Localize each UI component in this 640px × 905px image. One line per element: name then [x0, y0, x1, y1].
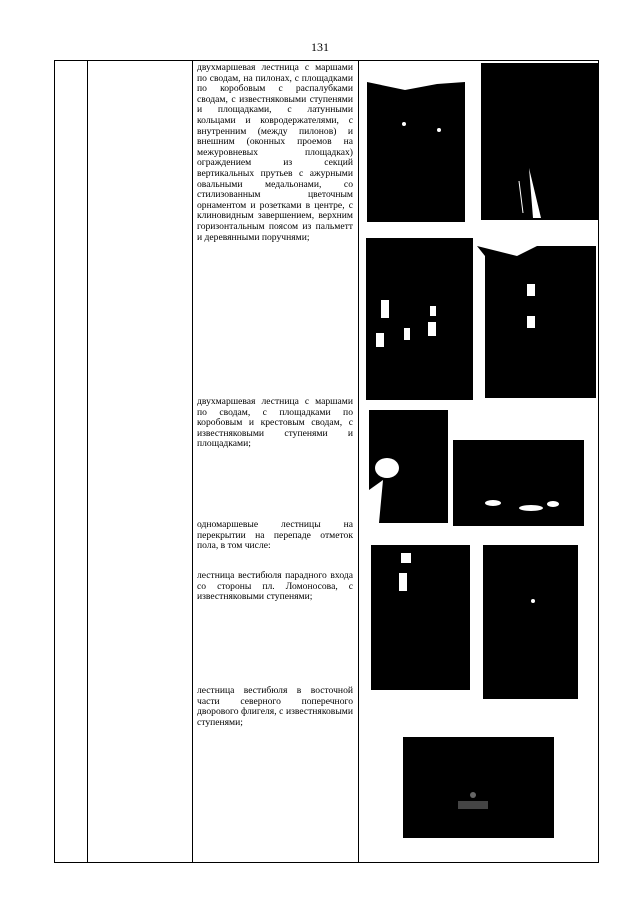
description-text: одномаршевые лестницы на перекрытии на перепаде отметок пола, в том числе:: [197, 519, 353, 552]
page-number: 131: [311, 40, 329, 54]
column-divider: [192, 61, 193, 862]
description-text: лестница вестибюля парадного входа со стороны пл. Ломоносова, с известняковыми ступенями;: [197, 570, 353, 603]
staircase-photo: [369, 410, 448, 523]
column-divider: [358, 61, 359, 862]
staircase-photo: [403, 737, 554, 838]
table-frame: [54, 60, 599, 863]
staircase-photo: [367, 82, 465, 222]
staircase-photo: [453, 440, 584, 526]
staircase-photo: [371, 545, 470, 690]
staircase-photo: [477, 246, 596, 398]
description-text: лестница вестибюля в восточной части северного поперечного дворового флигеля, с известняковыми ступенями;: [197, 685, 353, 728]
staircase-photo: [481, 63, 598, 220]
description-text: двухмаршевая лестница с маршами по сводам, на пилонах, с площадками по коробовым с распалубками сводам, с известняковыми ступенями и площадками, с латунными кольцами и ковродержателями, с внутренним (между пилонов) и внешним (оконных проемов на межуровневых площадках) ограждением из секций вертикальных прутьев с ажурными овальными медальонами, со стилизованным цветочным орнаментом и розетками в центре, с клиновидным завершением, верхним горизонтальным поясом из пальметт и деревянными поручнями;: [197, 62, 353, 243]
description-text: двухмаршевая лестница с маршами по сводам, с площадками по коробовым и крестовым сводам, с известняковыми ступенями и площадками;: [197, 396, 353, 450]
staircase-photo: [477, 545, 578, 699]
staircase-photo: [366, 238, 473, 400]
column-divider: [87, 61, 88, 862]
